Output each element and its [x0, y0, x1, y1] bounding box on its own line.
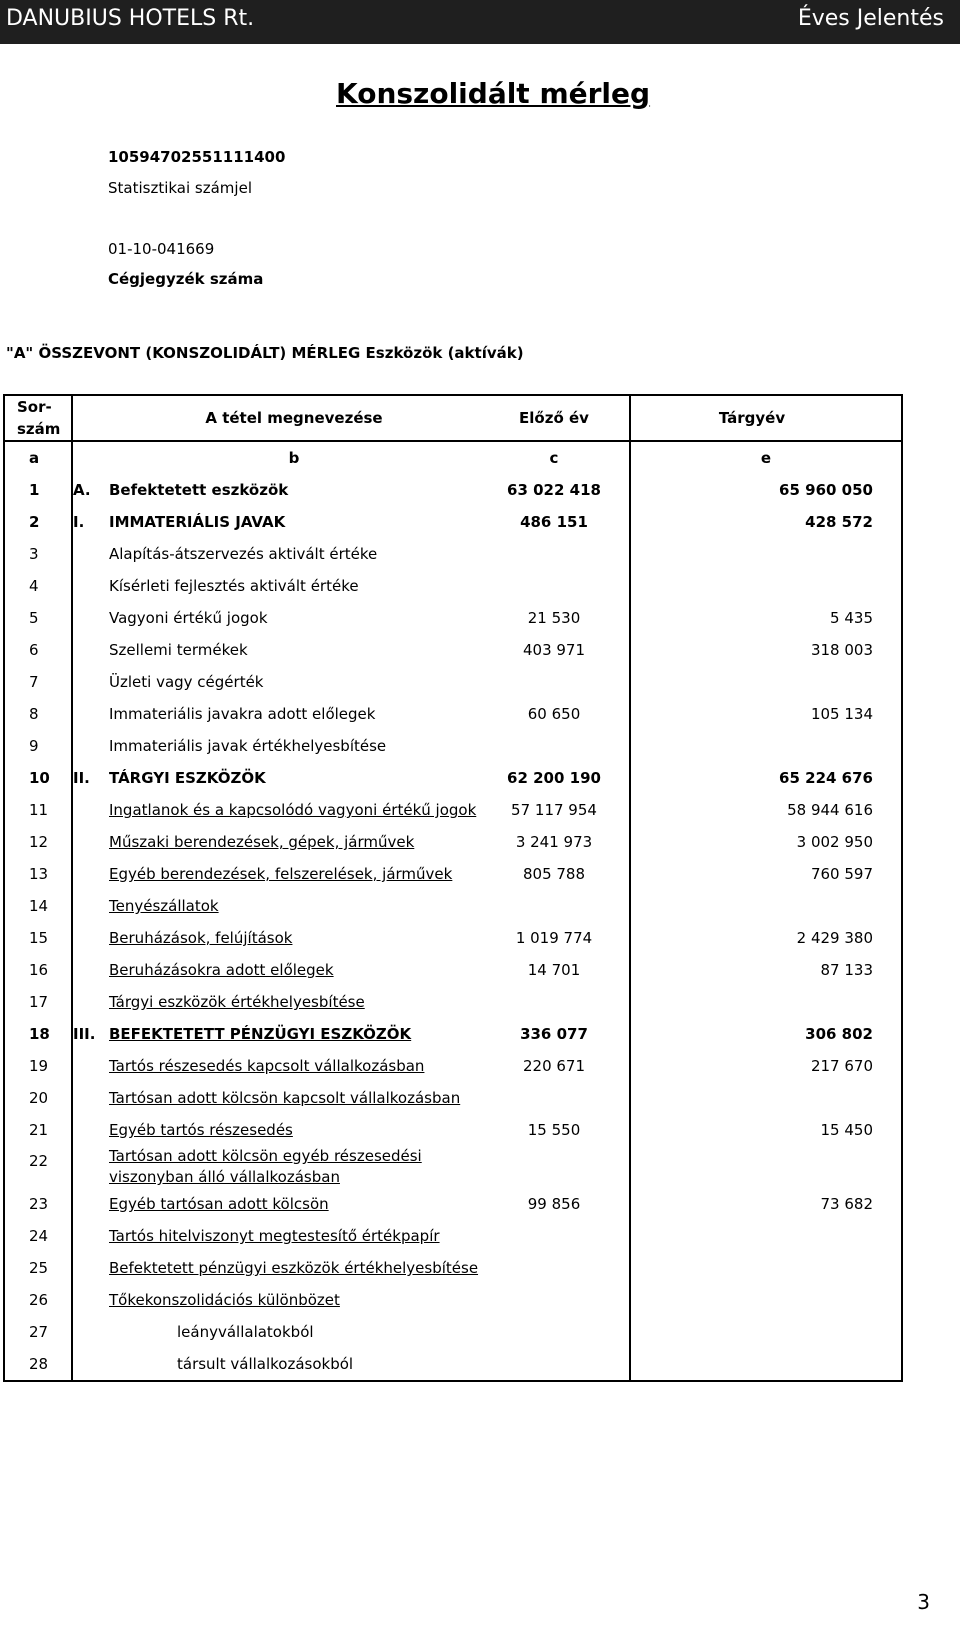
row-roman: [72, 1284, 109, 1316]
table-row: [4, 474, 902, 506]
row-name-text: Alapítás-átszervezés aktivált értéke: [109, 545, 378, 563]
row-no: [4, 506, 72, 538]
row-name-text: leányvállalatokból: [177, 1323, 314, 1341]
row-no: [4, 1018, 72, 1050]
row-name: [109, 1252, 479, 1284]
row-roman: [72, 890, 109, 922]
row-roman: [72, 826, 109, 858]
table-row: [4, 730, 902, 762]
header-prev: Előző év: [479, 395, 630, 441]
row-no-text: 22: [29, 1152, 49, 1170]
row-curr: [630, 762, 902, 794]
row-prev: [479, 1018, 630, 1050]
section-title: "A" ÖSSZEVONT (KONSZOLIDÁLT) MÉRLEG Eszközök (aktívák): [6, 344, 524, 362]
row-no: [4, 762, 72, 794]
row-no-text: 15: [29, 929, 49, 947]
row-name-text: Szellemi termékek: [109, 641, 248, 659]
row-prev: [479, 1146, 630, 1188]
row-no-text: 21: [29, 1121, 49, 1139]
row-name-text: Immateriális javak értékhelyesbítése: [109, 737, 387, 755]
row-no-text: 12: [29, 833, 49, 851]
row-roman: [72, 474, 109, 506]
row-name: [109, 890, 479, 922]
row-no: [4, 474, 72, 506]
row-no-text: 16: [29, 961, 49, 979]
row-prev: [479, 666, 630, 698]
row-name: [109, 986, 479, 1018]
row-no: [4, 1146, 72, 1188]
table-row: [4, 954, 902, 986]
row-name: [109, 1284, 479, 1316]
table-header-row: [4, 395, 902, 441]
row-roman: [72, 602, 109, 634]
row-curr: [630, 890, 902, 922]
row-prev-text: 1 019 774: [515, 929, 593, 947]
row-name-text: Tartós hitelviszonyt megtestesítő értékpapír: [109, 1227, 440, 1245]
row-prev: [479, 1284, 630, 1316]
row-name: [109, 570, 479, 602]
row-name-text: Kísérleti fejlesztés aktivált értéke: [109, 577, 359, 595]
row-no: [4, 1050, 72, 1082]
row-prev-text: 336 077: [520, 1025, 588, 1043]
row-curr: [630, 1252, 902, 1284]
row-name-text: Egyéb tartós részesedés: [109, 1121, 293, 1139]
table-row: [4, 506, 902, 538]
row-no-text: 19: [29, 1057, 49, 1075]
stat-number: 10594702551111400: [108, 148, 286, 166]
table-row: [4, 1050, 902, 1082]
header-curr: Tárgyév: [630, 395, 902, 441]
row-prev-text: 57 117 954: [511, 801, 597, 819]
row-no: [4, 666, 72, 698]
table-row: [4, 1188, 902, 1220]
row-prev-text: 63 022 418: [507, 481, 601, 499]
row-curr: [630, 922, 902, 954]
row-curr-text: 5 435: [830, 609, 873, 627]
row-curr-text: 105 134: [810, 705, 873, 723]
row-roman: [72, 1188, 109, 1220]
row-roman-text: II.: [73, 769, 90, 787]
row-roman: [72, 1082, 109, 1114]
row-name-text: Tartósan adott kölcsön egyéb részesedési viszonyban álló vállalkozásban: [109, 1147, 422, 1186]
row-name: [109, 1348, 479, 1381]
row-no-text: 10: [29, 769, 50, 787]
letter-e: e: [630, 441, 902, 474]
row-curr-text: 58 944 616: [787, 801, 873, 819]
table-letter-row: [4, 441, 902, 474]
letter-spacer: [72, 441, 109, 474]
row-prev: [479, 1252, 630, 1284]
row-name: [109, 922, 479, 954]
row-name-text: Egyéb tartósan adott kölcsön: [109, 1195, 329, 1213]
table-row: [4, 1082, 902, 1114]
row-name: [109, 474, 479, 506]
row-prev: [479, 730, 630, 762]
table-row: [4, 1114, 902, 1146]
row-curr: [630, 986, 902, 1018]
row-prev: [479, 762, 630, 794]
table-row: [4, 1220, 902, 1252]
row-prev-text: 403 971: [522, 641, 586, 659]
reg-label: Cégjegyzék száma: [108, 270, 264, 288]
row-name: [109, 1050, 479, 1082]
row-no-text: 18: [29, 1025, 50, 1043]
row-no: [4, 986, 72, 1018]
page-header: [0, 0, 960, 44]
table-row: [4, 1146, 902, 1188]
table-row: [4, 826, 902, 858]
row-no: [4, 1082, 72, 1114]
row-roman: [72, 762, 109, 794]
row-no: [4, 922, 72, 954]
row-no: [4, 858, 72, 890]
row-prev: [479, 1050, 630, 1082]
row-prev: [479, 1082, 630, 1114]
row-name: [109, 1220, 479, 1252]
row-curr: [630, 1146, 902, 1188]
table-row: [4, 858, 902, 890]
row-name-text: Tőkekonszolidációs különbözet: [109, 1291, 340, 1309]
row-curr: [630, 1348, 902, 1381]
header-no-label: Sor-szám: [17, 398, 61, 438]
row-roman: [72, 986, 109, 1018]
row-roman: [72, 1050, 109, 1082]
row-roman: [72, 1018, 109, 1050]
row-no-text: 5: [29, 609, 39, 627]
header-no: [4, 395, 72, 441]
row-roman: [72, 1220, 109, 1252]
page-title: Konszolidált mérleg: [336, 77, 651, 110]
row-no: [4, 1252, 72, 1284]
table-row: [4, 1284, 902, 1316]
row-curr-text: 65 960 050: [779, 481, 873, 499]
row-curr-text: 3 002 950: [796, 833, 873, 851]
table-row: [4, 1348, 902, 1381]
row-name: [109, 602, 479, 634]
reg-number: 01-10-041669: [108, 240, 215, 258]
row-name-text: Befektetett pénzügyi eszközök értékhelyesbítése: [109, 1259, 479, 1277]
row-curr: [630, 1018, 902, 1050]
table-row: [4, 602, 902, 634]
table-row: [4, 922, 902, 954]
row-name: [109, 730, 479, 762]
row-curr: [630, 1316, 902, 1348]
row-no-text: 3: [29, 545, 39, 563]
row-prev: [479, 890, 630, 922]
row-name: [109, 698, 479, 730]
row-curr: [630, 1050, 902, 1082]
row-prev: [479, 1220, 630, 1252]
row-prev: [479, 986, 630, 1018]
table-row: [4, 762, 902, 794]
row-no-text: 6: [29, 641, 39, 659]
row-prev: [479, 506, 630, 538]
row-prev: [479, 858, 630, 890]
row-no-text: 1: [29, 481, 40, 499]
row-no: [4, 1284, 72, 1316]
row-curr: [630, 954, 902, 986]
row-no: [4, 1114, 72, 1146]
row-no: [4, 954, 72, 986]
letter-b: b: [288, 449, 300, 467]
row-roman: [72, 1114, 109, 1146]
row-name: [109, 794, 479, 826]
row-no-text: 27: [29, 1323, 49, 1341]
row-name-text: TÁRGYI ESZKÖZÖK: [109, 769, 266, 787]
row-curr-text: 65 224 676: [779, 769, 873, 787]
row-roman: [72, 730, 109, 762]
letter-c: c: [549, 449, 559, 467]
row-name: [109, 1018, 479, 1050]
balance-table: [3, 394, 903, 1382]
table-row: [4, 986, 902, 1018]
row-roman: [72, 922, 109, 954]
row-name: [109, 826, 479, 858]
row-curr-text: 15 450: [820, 1121, 873, 1139]
row-prev-text: 21 530: [527, 609, 581, 627]
row-name-text: Tartósan adott kölcsön kapcsolt vállalkozásban: [109, 1089, 461, 1107]
row-name: [109, 666, 479, 698]
row-name: [109, 762, 479, 794]
row-no-text: 26: [29, 1291, 49, 1309]
table-row: [4, 1316, 902, 1348]
row-name: [109, 1316, 479, 1348]
company-name: DANUBIUS HOTELS Rt.: [6, 6, 255, 31]
row-name-text: Beruházásokra adott előlegek: [109, 961, 334, 979]
row-no-text: 25: [29, 1259, 49, 1277]
letter-a: a: [4, 441, 72, 474]
row-prev-text: 62 200 190: [507, 769, 601, 787]
table-row: [4, 698, 902, 730]
row-roman: [72, 634, 109, 666]
row-curr: [630, 634, 902, 666]
row-prev: [479, 698, 630, 730]
row-no-text: 17: [29, 993, 49, 1011]
row-curr: [630, 1188, 902, 1220]
row-no: [4, 538, 72, 570]
row-no-text: 7: [29, 673, 39, 691]
row-curr-text: 217 670: [810, 1057, 873, 1075]
row-no: [4, 794, 72, 826]
row-curr: [630, 858, 902, 890]
row-roman: [72, 1146, 109, 1188]
row-no-text: 11: [29, 801, 49, 819]
row-no: [4, 730, 72, 762]
row-prev-text: 805 788: [522, 865, 586, 883]
row-curr: [630, 698, 902, 730]
row-name-text: Ingatlanok és a kapcsolódó vagyoni értékű jogok: [109, 801, 477, 819]
row-prev-text: 15 550: [527, 1121, 581, 1139]
row-curr-text: 87 133: [820, 961, 873, 979]
row-roman: [72, 1348, 109, 1381]
row-prev-text: 99 856: [527, 1195, 581, 1213]
row-prev: [479, 474, 630, 506]
row-no-text: 9: [29, 737, 39, 755]
row-prev: [479, 602, 630, 634]
row-name: [109, 634, 479, 666]
row-curr-text: 73 682: [820, 1195, 873, 1213]
table-row: [4, 538, 902, 570]
row-no-text: 24: [29, 1227, 49, 1245]
row-name: [109, 1082, 479, 1114]
row-prev-text: 486 151: [520, 513, 588, 531]
row-no: [4, 570, 72, 602]
row-prev-text: 3 241 973: [515, 833, 593, 851]
row-curr: [630, 730, 902, 762]
row-no-text: 14: [29, 897, 49, 915]
table-row: [4, 634, 902, 666]
row-roman: [72, 538, 109, 570]
row-curr: [630, 1082, 902, 1114]
row-name-text: BEFEKTETETT PÉNZÜGYI ESZKÖZÖK: [109, 1025, 412, 1043]
row-roman: [72, 954, 109, 986]
table-row: [4, 666, 902, 698]
page-number: 3: [917, 1590, 930, 1614]
row-no: [4, 1188, 72, 1220]
row-prev: [479, 570, 630, 602]
table-row: [4, 890, 902, 922]
row-name-text: Vagyoni értékű jogok: [109, 609, 268, 627]
row-prev: [479, 1348, 630, 1381]
report-type: Éves Jelentés: [797, 6, 944, 31]
row-curr-text: 318 003: [810, 641, 873, 659]
row-no: [4, 826, 72, 858]
row-roman: [72, 858, 109, 890]
header-name: A tétel megnevezése: [109, 395, 479, 441]
row-name-text: Üzleti vagy cégérték: [109, 673, 264, 691]
row-name-text: Immateriális javakra adott előlegek: [109, 705, 376, 723]
row-name: [109, 858, 479, 890]
row-no-text: 23: [29, 1195, 49, 1213]
row-prev-text: 220 671: [522, 1057, 586, 1075]
row-curr: [630, 538, 902, 570]
row-roman: [72, 794, 109, 826]
table-row: [4, 570, 902, 602]
row-no: [4, 602, 72, 634]
row-name-text: Tenyészállatok: [109, 897, 219, 915]
row-no-text: 2: [29, 513, 40, 531]
row-name-text: társult vállalkozásokból: [177, 1355, 354, 1373]
row-curr-text: 306 802: [805, 1025, 873, 1043]
row-roman: [72, 570, 109, 602]
row-curr-text: 2 429 380: [796, 929, 873, 947]
row-prev: [479, 922, 630, 954]
row-roman: [72, 666, 109, 698]
row-name: [109, 1188, 479, 1220]
row-no-text: 8: [29, 705, 39, 723]
table-row: [4, 1252, 902, 1284]
header-roman: [72, 395, 109, 441]
row-roman: [72, 1316, 109, 1348]
row-roman-text: I.: [73, 513, 85, 531]
row-curr: [630, 1220, 902, 1252]
row-name-text: Beruházások, felújítások: [109, 929, 293, 947]
row-prev-text: 60 650: [527, 705, 581, 723]
row-name-text: Befektetett eszközök: [109, 481, 289, 499]
row-curr: [630, 1284, 902, 1316]
row-roman-text: A.: [73, 481, 91, 499]
row-prev: [479, 538, 630, 570]
row-no: [4, 1220, 72, 1252]
row-curr: [630, 602, 902, 634]
table-row: [4, 1018, 902, 1050]
row-no-text: 13: [29, 865, 49, 883]
row-roman: [72, 506, 109, 538]
row-no: [4, 1348, 72, 1381]
row-name-text: Műszaki berendezések, gépek, járművek: [109, 833, 415, 851]
row-curr: [630, 1114, 902, 1146]
row-curr-text: 428 572: [805, 513, 873, 531]
row-no: [4, 698, 72, 730]
row-prev: [479, 1188, 630, 1220]
row-no-text: 28: [29, 1355, 49, 1373]
table-row: [4, 794, 902, 826]
row-no: [4, 634, 72, 666]
row-prev: [479, 1114, 630, 1146]
row-prev: [479, 794, 630, 826]
row-no-text: 20: [29, 1089, 49, 1107]
row-name-text: IMMATERIÁLIS JAVAK: [109, 513, 286, 531]
row-roman-text: III.: [73, 1025, 96, 1043]
row-name: [109, 1146, 479, 1188]
row-prev-text: 14 701: [527, 961, 581, 979]
row-prev: [479, 1316, 630, 1348]
row-curr-text: 760 597: [810, 865, 873, 883]
row-curr: [630, 474, 902, 506]
row-prev: [479, 826, 630, 858]
row-roman: [72, 698, 109, 730]
row-curr: [630, 794, 902, 826]
row-curr: [630, 570, 902, 602]
row-no: [4, 890, 72, 922]
row-name-text: Tartós részesedés kapcsolt vállalkozásban: [109, 1057, 425, 1075]
row-no: [4, 1316, 72, 1348]
stat-label: Statisztikai számjel: [108, 179, 252, 197]
row-roman: [72, 1252, 109, 1284]
row-prev: [479, 634, 630, 666]
row-no-text: 4: [29, 577, 39, 595]
row-prev: [479, 954, 630, 986]
row-name: [109, 538, 479, 570]
row-curr: [630, 666, 902, 698]
row-name-text: Tárgyi eszközök értékhelyesbítése: [109, 993, 365, 1011]
row-name: [109, 1114, 479, 1146]
row-curr: [630, 826, 902, 858]
row-curr: [630, 506, 902, 538]
row-name: [109, 506, 479, 538]
row-name: [109, 954, 479, 986]
row-name-text: Egyéb berendezések, felszerelések, járművek: [109, 865, 453, 883]
